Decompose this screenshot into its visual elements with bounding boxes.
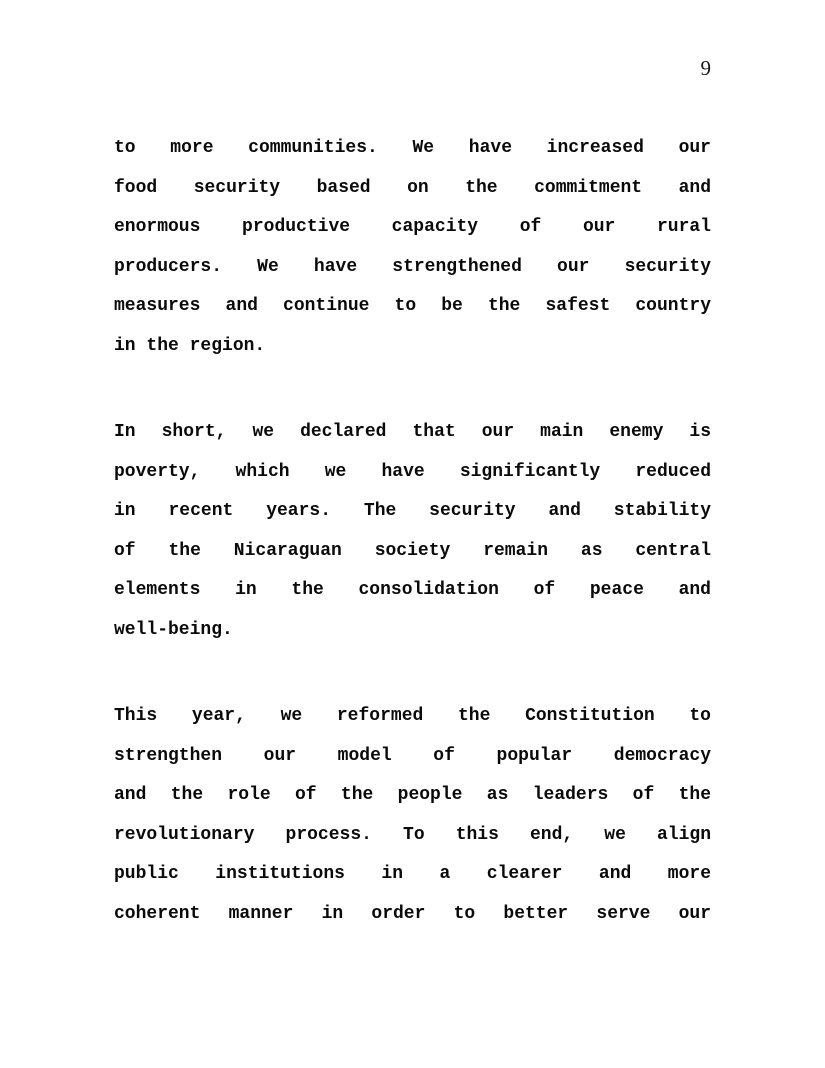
text-line: to more communities. We have increased our (114, 138, 711, 158)
text-line: and the role of the people as leaders of the (114, 785, 711, 805)
text-line: well-being. (114, 619, 233, 640)
text-line: in recent years. The security and stability (114, 501, 711, 521)
text-line: producers. We have strengthened our security (114, 256, 711, 277)
text-line: strengthen our model of popular democracy (114, 745, 711, 766)
text-line: poverty, which we have significantly reduced (114, 461, 711, 482)
text-line: revolutionary process. To this end, we align (114, 824, 711, 845)
paragraph (114, 697, 711, 934)
document-body (114, 129, 711, 934)
text-line: of the Nicaraguan society remain as central (114, 540, 711, 561)
text-line: In short, we declared that our main enemy is (114, 422, 711, 442)
text-line: This year, we reformed the Constitution to (114, 706, 711, 726)
text-line: coherent manner in order to better serve our (114, 903, 711, 924)
text-line: food security based on the commitment and (114, 177, 711, 198)
text-line: in the region. (114, 335, 266, 356)
paragraph (114, 129, 711, 366)
text-line: public institutions in a clearer and more (114, 864, 711, 884)
page-number: 9 (700, 56, 711, 80)
text-line: elements in the consolidation of peace and (114, 580, 711, 600)
paragraph (114, 413, 711, 650)
text-line: enormous productive capacity of our rural (114, 217, 711, 237)
text-line: measures and continue to be the safest country (114, 296, 711, 316)
